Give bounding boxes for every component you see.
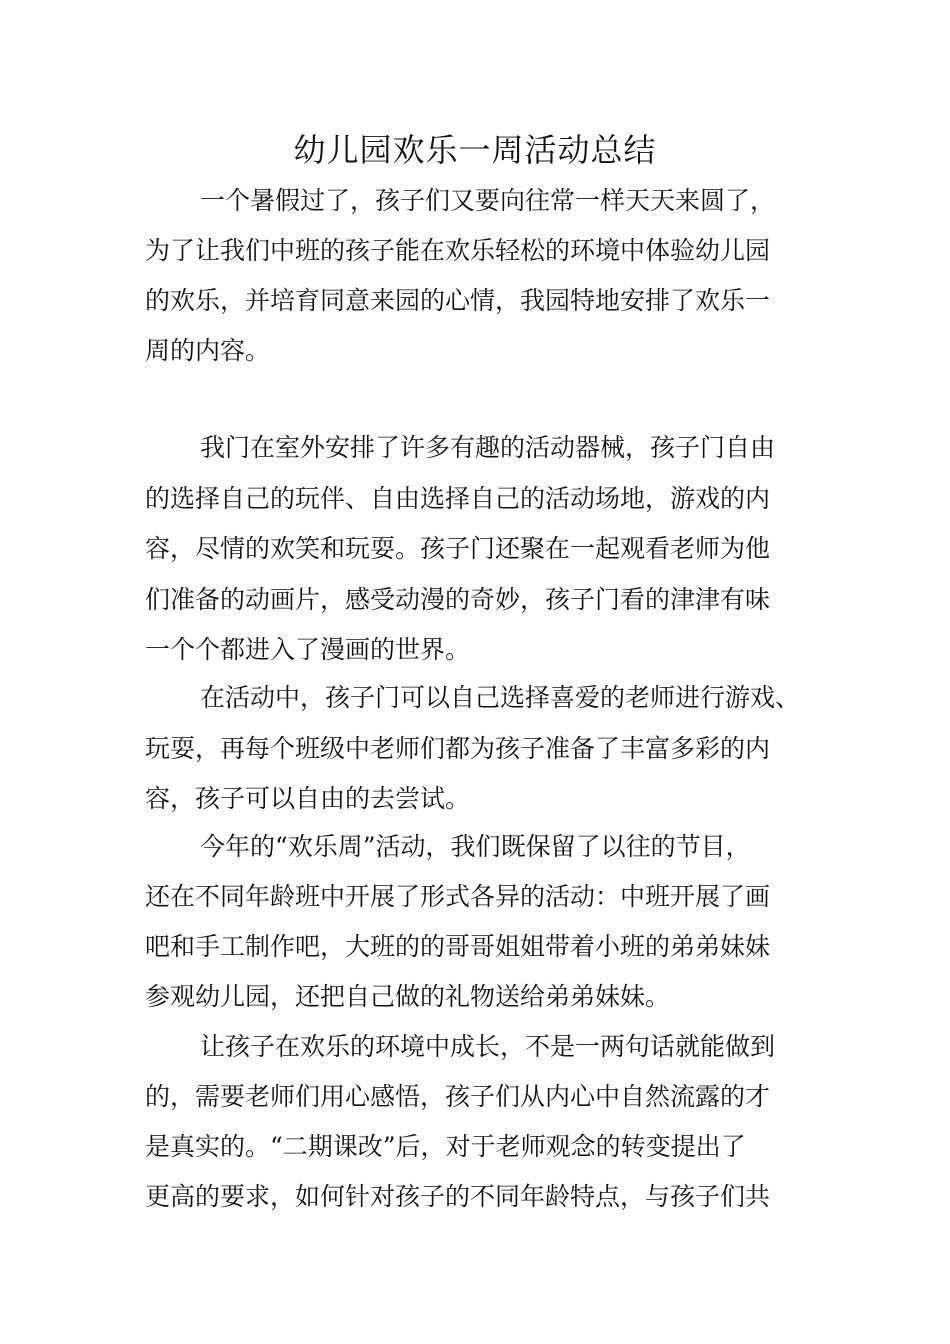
paragraph-2-line-2: 的选择自己的玩伴、自由选择自己的活动场地，游戏的内 — [145, 484, 771, 513]
document-title: 幼儿园欢乐一周活动总结 — [293, 131, 657, 169]
paragraph-1-line-4: 周的内容。 — [145, 336, 271, 365]
paragraph-2-line-1: 我门在室外安排了许多有趣的活动器械，孩子门自由 — [200, 433, 776, 462]
paragraph-4-line-1: 今年的“欢乐周”活动，我们既保留了以往的节目， — [200, 832, 751, 861]
paragraph-5-line-2: 的，需要老师们用心感悟，孩子们从内心中自然流露的才 — [145, 1082, 771, 1111]
paragraph-5-line-1: 让孩子在欢乐的环境中成长，不是一两句话就能做到 — [200, 1032, 776, 1061]
paragraph-1-line-1: 一个暑假过了，孩子们又要向往常一样天天来圆了， — [200, 186, 776, 215]
paragraph-3-line-1: 在活动中，孩子门可以自己选择喜爱的老师进行游戏、 — [200, 683, 801, 712]
paragraph-4-line-4: 参观幼儿园，还把自己做的礼物送给弟弟妹妹。 — [145, 982, 671, 1011]
paragraph-2-line-3: 容，尽情的欢笑和玩耍。孩子门还聚在一起观看老师为他 — [145, 534, 771, 563]
paragraph-4-line-2: 还在不同年龄班中开展了形式各异的活动：中班开展了画 — [145, 882, 771, 911]
paragraph-3-line-2: 玩耍，再每个班级中老师们都为孩子准备了丰富多彩的内 — [145, 734, 771, 763]
paragraph-1-line-2: 为了让我们中班的孩子能在欢乐轻松的环境中体验幼儿园 — [145, 236, 771, 265]
paragraph-2-line-4: 们准备的动画片，感受动漫的奇妙，孩子门看的津津有味 — [145, 585, 771, 614]
paragraph-1-line-3: 的欢乐，并培育同意来园的心情，我园特地安排了欢乐一 — [145, 286, 771, 315]
paragraph-2-line-5: 一个个都进入了漫画的世界。 — [145, 635, 471, 664]
paragraph-4-line-3: 吧和手工制作吧，大班的的哥哥姐姐带着小班的弟弟妹妹 — [145, 932, 771, 961]
paragraph-5-line-4: 更高的要求，如何针对孩子的不同年龄特点，与孩子们共 — [145, 1182, 771, 1211]
paragraph-5-line-3: 是真实的。“二期课改”后，对于老师观念的转变提出了 — [145, 1132, 746, 1161]
paragraph-3-line-3: 容，孩子可以自由的去尝试。 — [145, 784, 471, 813]
